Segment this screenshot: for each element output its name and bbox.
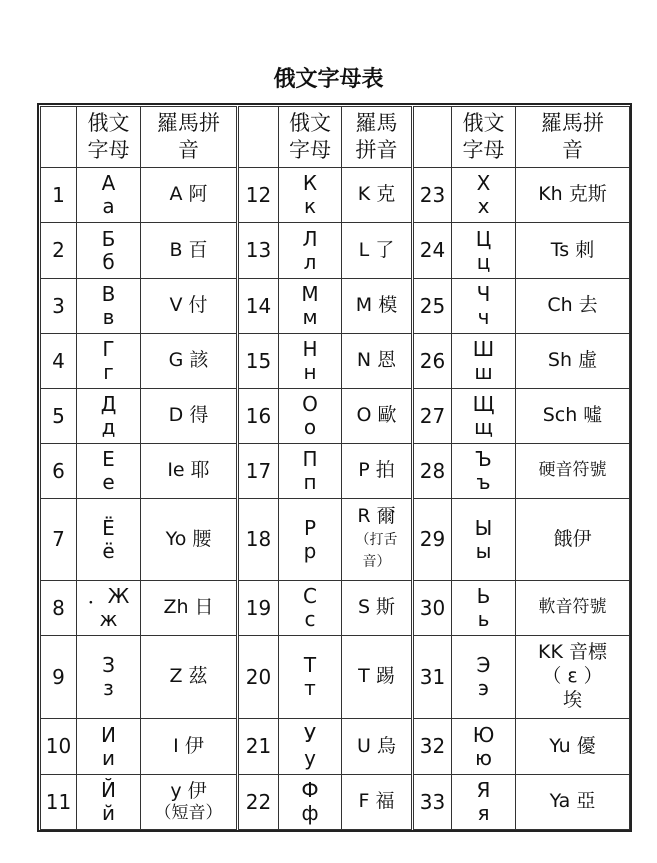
letter-number: 11	[41, 775, 77, 830]
romanization: 硬音符號	[516, 444, 630, 499]
romanization: O 歐	[342, 389, 413, 444]
romanization: V 付	[141, 279, 238, 334]
header-row	[41, 107, 630, 168]
romanization: Kh 克斯	[516, 168, 630, 223]
cyrillic-letter: Э э	[452, 636, 516, 719]
cyrillic-letter: Д д	[77, 389, 141, 444]
cyrillic-letter: С с	[279, 581, 342, 636]
table-row	[41, 279, 630, 334]
letter-number: 29	[413, 499, 452, 581]
table-row	[41, 168, 630, 223]
romanization: I 伊	[141, 719, 238, 775]
letter-number: 13	[238, 223, 279, 279]
table-row	[41, 334, 630, 389]
table-row	[41, 719, 630, 775]
letter-number: 10	[41, 719, 77, 775]
letter-number: 9	[41, 636, 77, 719]
letter-number: 32	[413, 719, 452, 775]
cyrillic-letter: Щ щ	[452, 389, 516, 444]
cyrillic-letter: Ъ ъ	[452, 444, 516, 499]
letter-number: 8	[41, 581, 77, 636]
cyrillic-letter: Я я	[452, 775, 516, 830]
cyrillic-letter: У у	[279, 719, 342, 775]
romanization: U 烏	[342, 719, 413, 775]
header-blank	[41, 107, 77, 168]
header-blank	[413, 107, 452, 168]
cyrillic-letter: ．Ж ж	[77, 581, 141, 636]
letter-number: 1	[41, 168, 77, 223]
letter-number: 25	[413, 279, 452, 334]
romanization: Ch 去	[516, 279, 630, 334]
letter-number: 6	[41, 444, 77, 499]
romanization: Z 茲	[141, 636, 238, 719]
cyrillic-letter: Й й	[77, 775, 141, 830]
romanization: G 該	[141, 334, 238, 389]
romanization: Zh 日	[141, 581, 238, 636]
romanization: T 踢	[342, 636, 413, 719]
cyrillic-letter: Ы ы	[452, 499, 516, 581]
cyrillic-letter: А а	[77, 168, 141, 223]
cyrillic-letter: П п	[279, 444, 342, 499]
cyrillic-letter: Е е	[77, 444, 141, 499]
romanization: Yu 優	[516, 719, 630, 775]
cyrillic-letter: Ф ф	[279, 775, 342, 830]
cyrillic-letter: Л л	[279, 223, 342, 279]
cyrillic-letter: Ё ё	[77, 499, 141, 581]
romanization: KK 音標 （ ε ） 埃	[516, 636, 630, 719]
letter-number: 24	[413, 223, 452, 279]
letter-number: 33	[413, 775, 452, 830]
table-row	[41, 775, 630, 830]
romanization: B 百	[141, 223, 238, 279]
romanization: Ya 亞	[516, 775, 630, 830]
romanization: y 伊 （短音）	[141, 775, 238, 830]
romanization: F 福	[342, 775, 413, 830]
table-row	[41, 636, 630, 719]
cyrillic-letter: В в	[77, 279, 141, 334]
romanization: N 恩	[342, 334, 413, 389]
header-letter: 俄文 字母	[452, 107, 516, 168]
letter-number: 7	[41, 499, 77, 581]
cyrillic-letter: Г г	[77, 334, 141, 389]
letter-number: 2	[41, 223, 77, 279]
cyrillic-letter: Т т	[279, 636, 342, 719]
letter-number: 18	[238, 499, 279, 581]
cyrillic-letter: О о	[279, 389, 342, 444]
romanization: Ts 刺	[516, 223, 630, 279]
romanization: R 爾 （打舌 音）	[342, 499, 413, 581]
cyrillic-letter: Ч ч	[452, 279, 516, 334]
cyrillic-letter: И и	[77, 719, 141, 775]
header-blank	[238, 107, 279, 168]
header-letter: 俄文 字母	[77, 107, 141, 168]
cyrillic-letter: Ш ш	[452, 334, 516, 389]
letter-number: 14	[238, 279, 279, 334]
letter-number: 31	[413, 636, 452, 719]
cyrillic-letter: Ю ю	[452, 719, 516, 775]
letter-number: 5	[41, 389, 77, 444]
letter-number: 30	[413, 581, 452, 636]
cyrillic-letter: К к	[279, 168, 342, 223]
header-roman: 羅馬拼 音	[516, 107, 630, 168]
cyrillic-letter: М м	[279, 279, 342, 334]
cyrillic-letter: Х х	[452, 168, 516, 223]
letter-number: 15	[238, 334, 279, 389]
romanization: K 克	[342, 168, 413, 223]
cyrillic-letter: Ц ц	[452, 223, 516, 279]
header-roman: 羅馬 拼音	[342, 107, 413, 168]
romanization: Ie 耶	[141, 444, 238, 499]
letter-number: 21	[238, 719, 279, 775]
romanization: S 斯	[342, 581, 413, 636]
cyrillic-letter: З з	[77, 636, 141, 719]
alphabet-table	[40, 106, 630, 830]
letter-number: 26	[413, 334, 452, 389]
cyrillic-letter: Р р	[279, 499, 342, 581]
letter-number: 27	[413, 389, 452, 444]
cyrillic-letter: Н н	[279, 334, 342, 389]
header-roman: 羅馬拼 音	[141, 107, 238, 168]
letter-number: 20	[238, 636, 279, 719]
romanization: A 阿	[141, 168, 238, 223]
letter-number: 22	[238, 775, 279, 830]
table-row	[41, 581, 630, 636]
romanization: 軟音符號	[516, 581, 630, 636]
letter-number: 4	[41, 334, 77, 389]
letter-number: 17	[238, 444, 279, 499]
letter-number: 3	[41, 279, 77, 334]
letter-number: 16	[238, 389, 279, 444]
romanization: P 拍	[342, 444, 413, 499]
cyrillic-letter: Б б	[77, 223, 141, 279]
table-row	[41, 499, 630, 581]
table-row	[41, 389, 630, 444]
cyrillic-letter: Ь ь	[452, 581, 516, 636]
romanization: D 得	[141, 389, 238, 444]
romanization: Sh 虛	[516, 334, 630, 389]
romanization: M 模	[342, 279, 413, 334]
romanization: 餓伊	[516, 499, 630, 581]
header-letter: 俄文 字母	[279, 107, 342, 168]
romanization: Yo 腰	[141, 499, 238, 581]
romanization: L 了	[342, 223, 413, 279]
letter-number: 12	[238, 168, 279, 223]
letter-number: 23	[413, 168, 452, 223]
table-row	[41, 444, 630, 499]
table-row	[41, 223, 630, 279]
letter-number: 28	[413, 444, 452, 499]
letter-number: 19	[238, 581, 279, 636]
page-title: 俄文字母表	[273, 67, 384, 92]
romanization: Sch 噓	[516, 389, 630, 444]
